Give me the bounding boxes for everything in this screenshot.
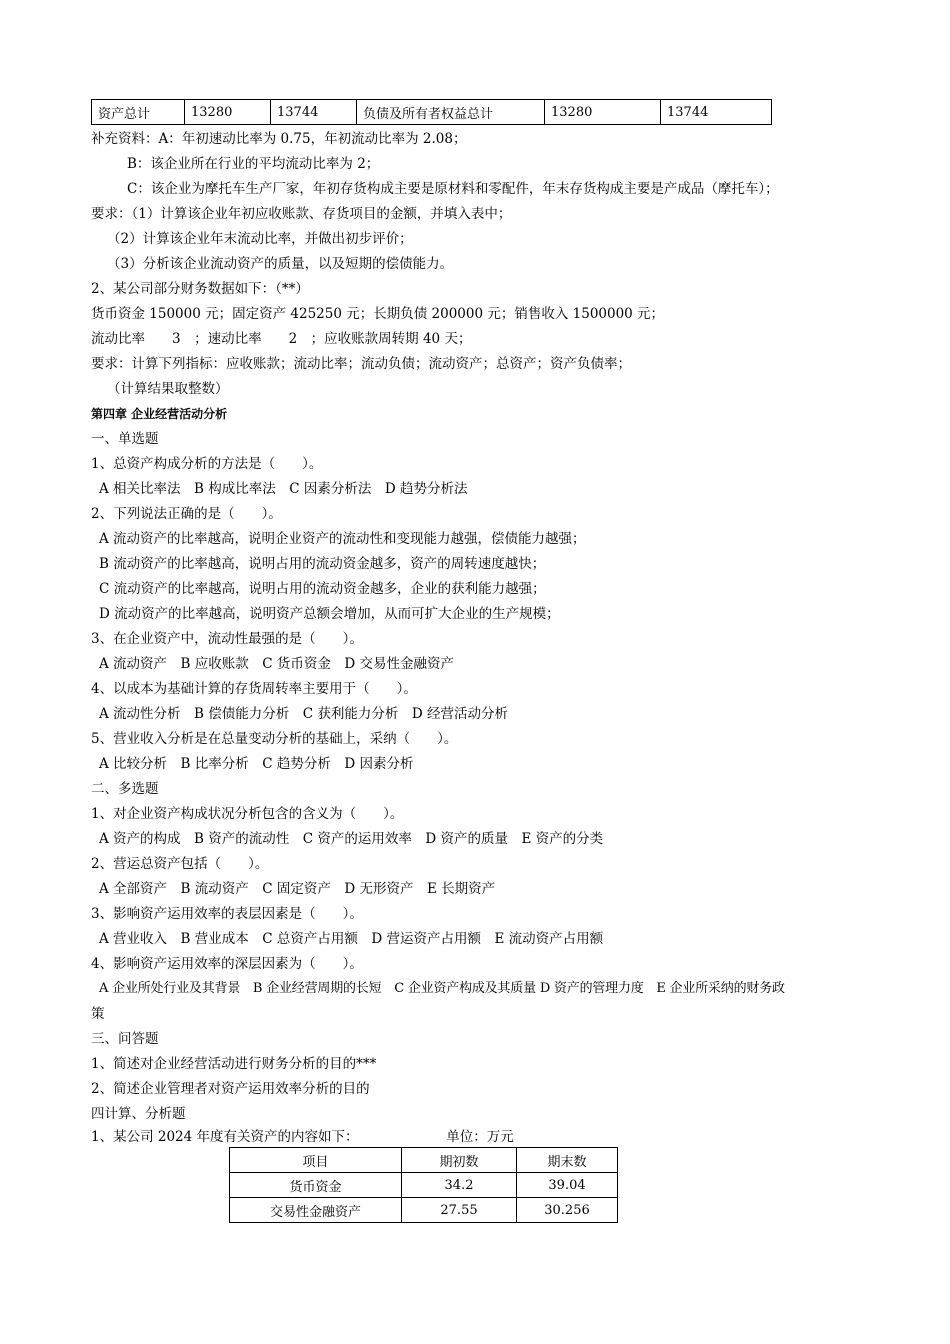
sc-options-1: A 相关比率法 B 构成比率法 C 因素分析法 D 趋势分析法 — [99, 481, 468, 497]
table-cell: 39.04 — [517, 1173, 618, 1198]
table-cell: 13280 — [545, 100, 661, 125]
supplement-b: B：该企业所在行业的平均流动比率为 2； — [127, 156, 380, 172]
table-cell: 13744 — [271, 100, 357, 125]
mc-options-4: A 企业所处行业及其背景 B 企业经营周期的长短 C 企业资产构成及其质量 D 资产的管理力度 E 企业所采纳的财务政 — [99, 981, 785, 996]
mc-question-4: 4、影响资产运用效率的深层因素为（ ）。 — [91, 956, 363, 972]
qa-question-1: 1、简述对企业经营活动进行财务分析的目的*** — [91, 1056, 377, 1072]
question-2-note: （计算结果取整数） — [107, 381, 229, 397]
table-row — [230, 1198, 618, 1223]
sc-question-4: 4、以成本为基础计算的存货周转率主要用于（ ）。 — [91, 681, 417, 697]
sc-option-2c: C 流动资产的比率越高，说明占用的流动资金越多，企业的获利能力越强； — [99, 581, 546, 597]
sc-question-5: 5、营业收入分析是在总量变动分析的基础上，采纳（ ）。 — [91, 731, 458, 747]
sc-options-4: A 流动性分析 B 偿债能力分析 C 获利能力分析 D 经营活动分析 — [99, 706, 508, 722]
sc-option-2b: B 流动资产的比率越高，说明占用的流动资金越多，资产的周转速度越快； — [99, 556, 546, 572]
asset-table — [229, 1147, 618, 1223]
mc-question-1: 1、对企业资产构成状况分析包含的含义为（ ）。 — [91, 806, 404, 822]
mc-options-1: A 资产的构成 B 资产的流动性 C 资产的运用效率 D 资产的质量 E 资产的分类 — [99, 831, 604, 847]
mc-options-4-continued: 策 — [91, 1006, 105, 1022]
sc-options-5: A 比较分析 B 比率分析 C 趋势分析 D 因素分析 — [99, 756, 414, 772]
sc-option-2d: D 流动资产的比率越高，说明资产总额会增加，从而可扩大企业的生产规模； — [99, 606, 560, 622]
sc-question-3: 3、在企业资产中，流动性最强的是（ ）。 — [91, 631, 363, 647]
qa-question-2: 2、简述企业管理者对资产运用效率分析的目的 — [91, 1081, 370, 1097]
table-header-cell: 期初数 — [402, 1148, 517, 1173]
question-2-title: 2、某公司部分财务数据如下：（**） — [91, 281, 309, 297]
chapter-title: 第四章 企业经营活动分析 — [91, 407, 228, 421]
table-cell: 30.256 — [517, 1198, 618, 1223]
sc-options-3: A 流动资产 B 应收账款 C 货币资金 D 交易性金融资产 — [99, 656, 454, 672]
mc-question-3: 3、影响资产运用效率的表层因素是（ ）。 — [91, 906, 363, 922]
table-header-cell: 期末数 — [517, 1148, 618, 1173]
supplement-c: C：该企业为摩托车生产厂家，年初存货构成主要是原材料和零配件，年末存货构成主要是产成品（摩托车）； — [127, 181, 779, 197]
table-cell: 资产总计 — [92, 100, 185, 125]
mc-options-3: A 营业收入 B 营业成本 C 总资产占用额 D 营运资产占用额 E 流动资产占用额 — [99, 931, 604, 947]
table-cell: 13280 — [185, 100, 271, 125]
table-cell: 货币资金 — [230, 1173, 402, 1198]
question-2-requirement: 要求：计算下列指标：应收账款；流动比率；流动负债；流动资产；总资产；资产负债率； — [91, 356, 631, 372]
table-header-row — [230, 1148, 618, 1173]
table-cell: 负债及所有者权益总计 — [357, 100, 545, 125]
mc-question-2: 2、营运总资产包括（ ）。 — [91, 856, 269, 872]
mc-options-2: A 全部资产 B 流动资产 C 固定资产 D 无形资产 E 长期资产 — [99, 881, 496, 897]
table-row — [230, 1173, 618, 1198]
calc-question-1: 1、某公司 2024 年度有关资产的内容如下： 单位：万元 — [91, 1129, 514, 1145]
table-row — [92, 100, 772, 125]
question-2-data: 货币资金 150000 元；固定资产 425250 元；长期负债 200000 元；销售收入 1500000 元； — [91, 306, 665, 322]
sc-question-2: 2、下列说法正确的是（ ）。 — [91, 506, 282, 522]
requirement-3: （3）分析该企业流动资产的质量，以及短期的偿债能力。 — [107, 256, 454, 272]
table-cell: 27.55 — [402, 1198, 517, 1223]
section-multiple-choice: 二、多选题 — [91, 781, 159, 797]
sc-option-2a: A 流动资产的比率越高，说明企业资产的流动性和变现能力越强，偿债能力越强； — [99, 531, 586, 547]
table-cell: 13744 — [661, 100, 772, 125]
requirement-1: 要求：（1）计算该企业年初应收账款、存货项目的金额，并填入表中； — [91, 206, 512, 222]
supplement-a: 补充资料：A：年初速动比率为 0.75，年初流动比率为 2.08； — [91, 131, 467, 147]
table-cell: 交易性金融资产 — [230, 1198, 402, 1223]
sc-question-1: 1、总资产构成分析的方法是（ ）。 — [91, 456, 323, 472]
section-qa: 三、问答题 — [91, 1031, 159, 1047]
section-calculation: 四计算、分析题 — [91, 1106, 186, 1122]
requirement-2: （2）计算该企业年末流动比率，并做出初步评价； — [107, 231, 413, 247]
table-header-cell: 项目 — [230, 1148, 402, 1173]
question-2-ratios: 流动比率 3 ；速动比率 2 ；应收账款周转期 40 天； — [91, 331, 472, 347]
section-single-choice: 一、单选题 — [91, 431, 159, 447]
table-cell: 34.2 — [402, 1173, 517, 1198]
balance-total-table — [91, 99, 772, 125]
